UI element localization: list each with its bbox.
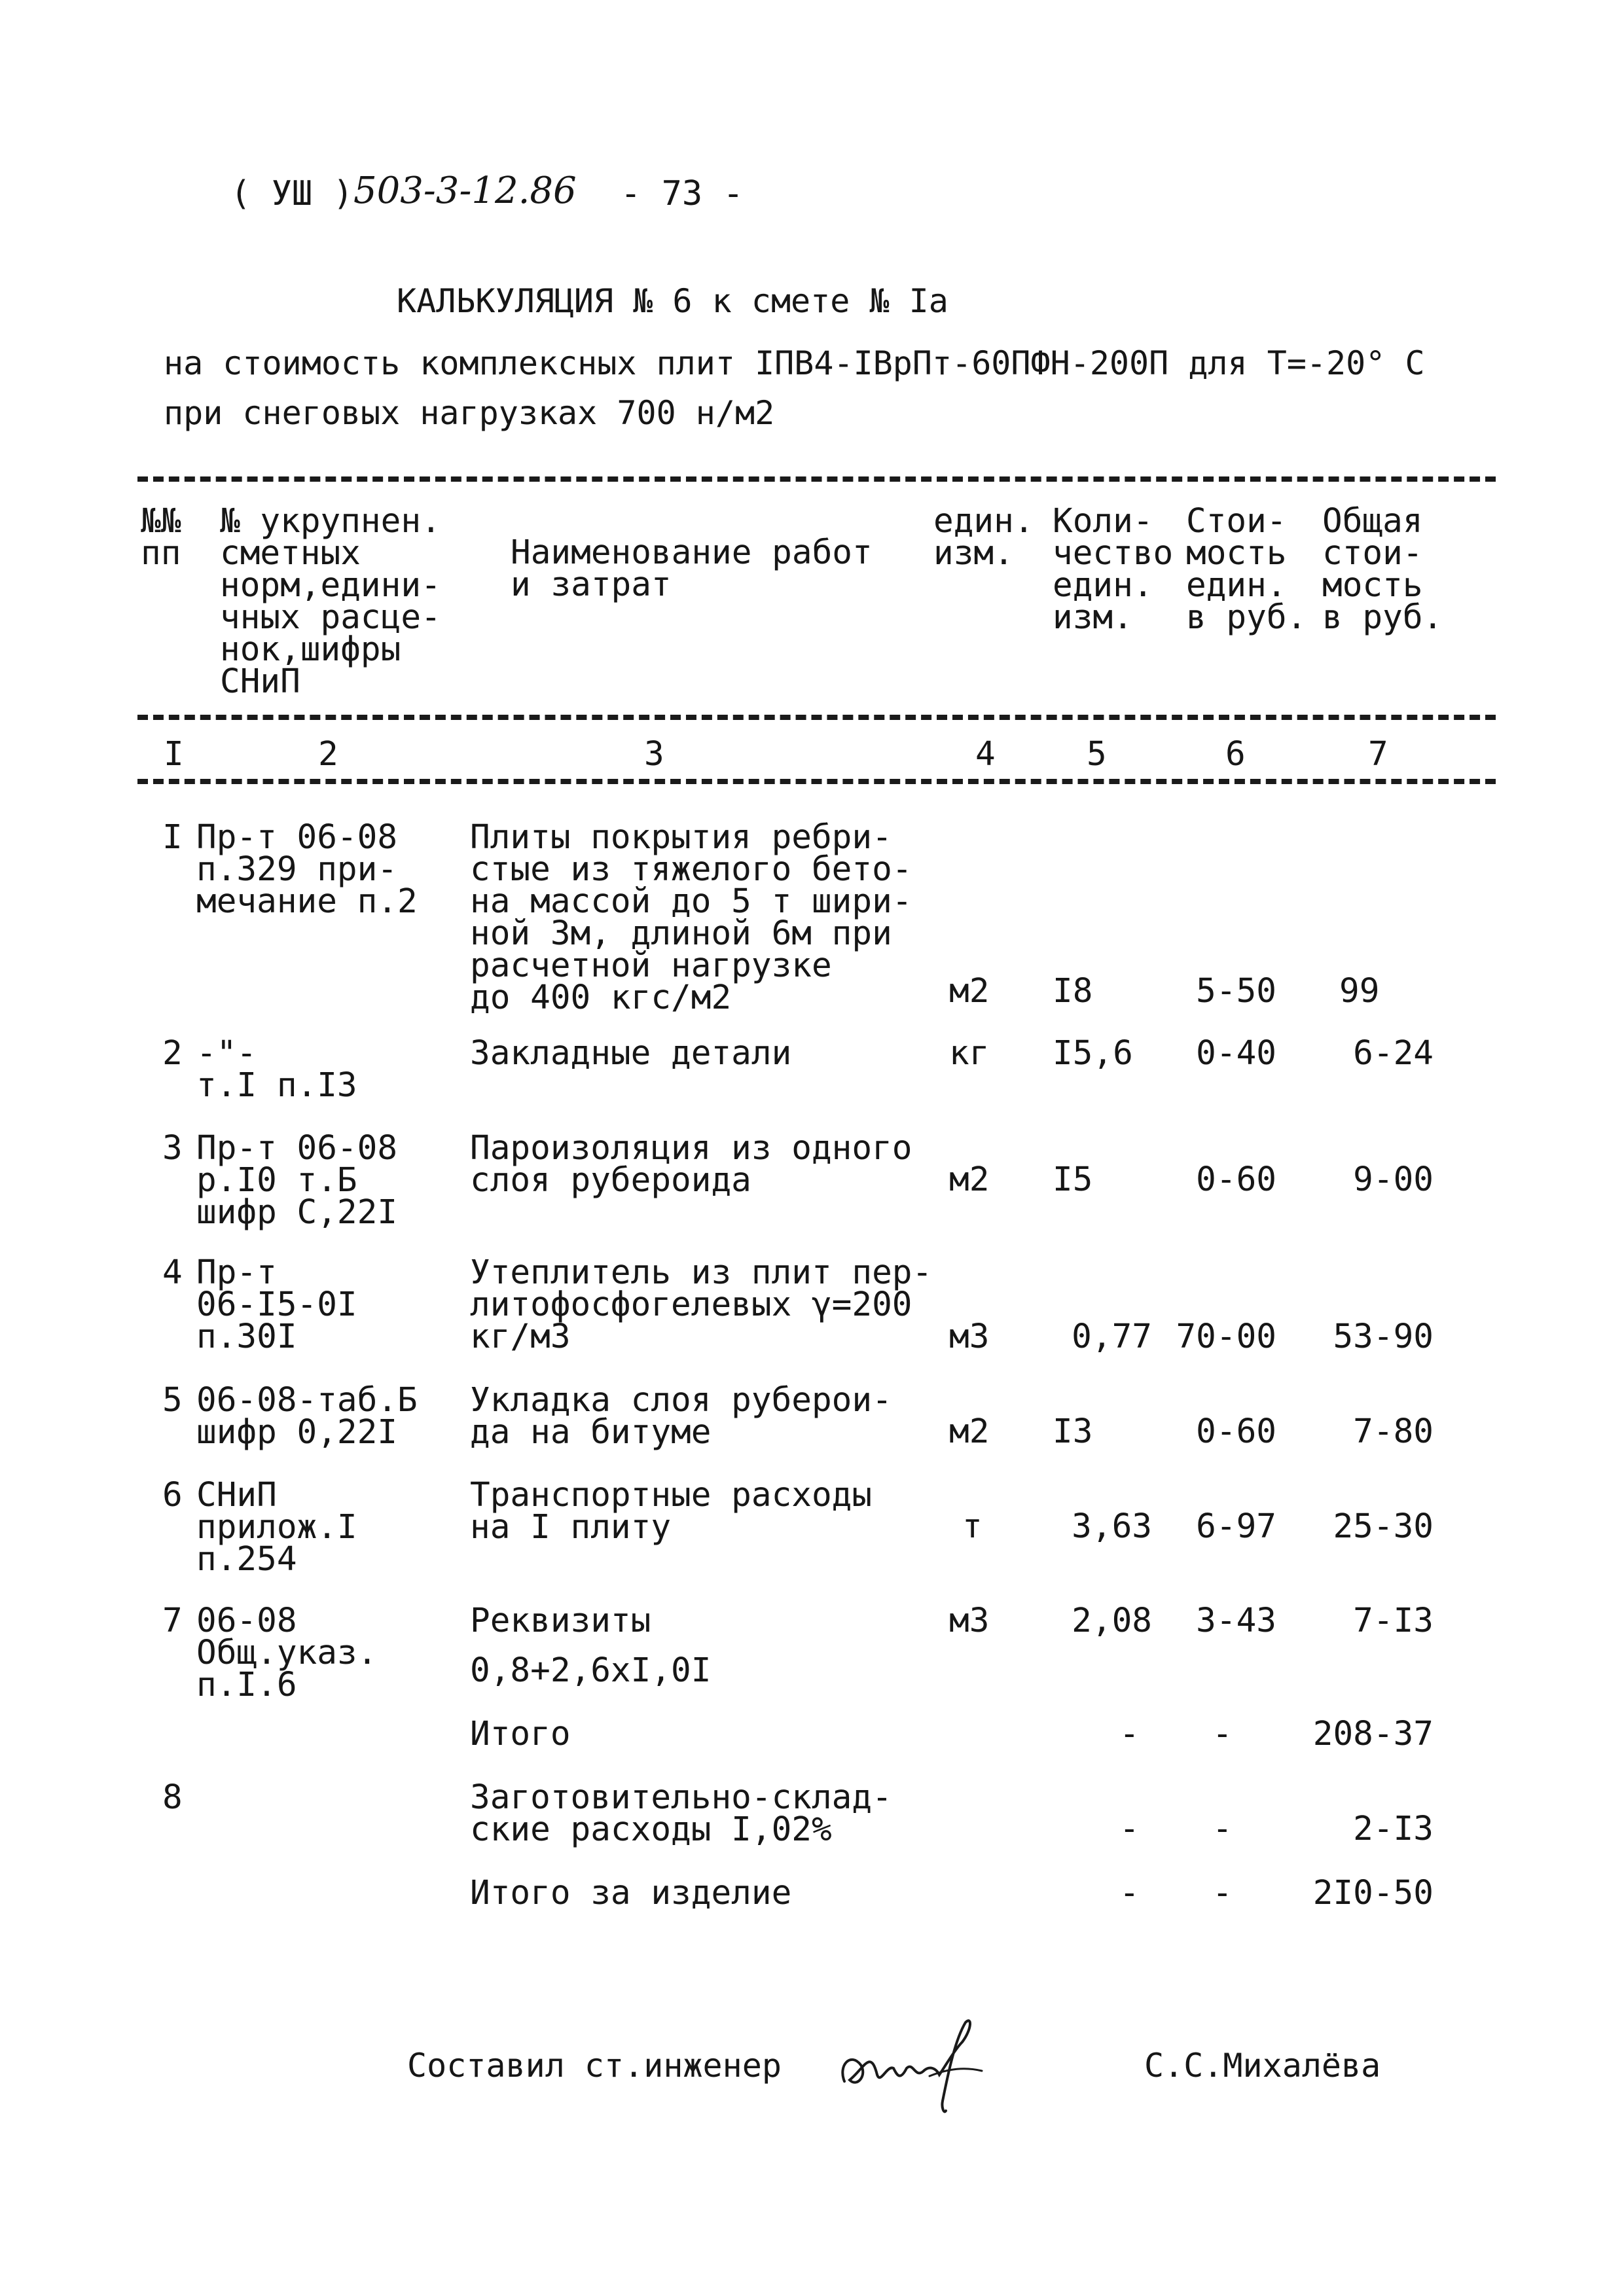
col-number: 7	[1368, 735, 1388, 774]
row-number: 2	[162, 1034, 183, 1073]
row-name: Транспортные расходы на I плиту	[470, 1476, 873, 1547]
row-price: 0-60	[1196, 1412, 1276, 1451]
calc-subject-line1: на стоимость комплексных плит IПВ4-IВрПт-60ПФН-200П для Т=-20° С	[164, 344, 1425, 382]
row-price: 0-60	[1196, 1160, 1276, 1199]
row-name: Закладные детали	[470, 1034, 792, 1073]
row-total: 7-80	[1353, 1412, 1434, 1451]
compiler-name: С.С.Михалёва	[1144, 2047, 1381, 2085]
row-code: 06-08-таб.Б шифр 0,22I	[196, 1381, 418, 1452]
row-unit: м3	[949, 1602, 990, 1640]
row-price: -	[1212, 1810, 1233, 1848]
subtotal-total: 208-37	[1312, 1715, 1434, 1753]
grand-total-qty: -	[1119, 1874, 1140, 1912]
calc-title: КАЛЬКУЛЯЦИЯ № 6 к смете № Iа	[397, 282, 948, 320]
row-price: 70-00	[1176, 1318, 1276, 1356]
row-total: 2-I3	[1353, 1810, 1434, 1848]
row-qty: -	[1119, 1810, 1140, 1848]
col-header-name: Наименование работ и затрат	[511, 533, 873, 604]
row-name: Утеплитель из плит пер- литофосфогелевых γ=200 кг/м3	[470, 1253, 933, 1356]
row-price: 3-43	[1196, 1602, 1276, 1640]
doc-code: 503-3-12.86	[353, 170, 577, 212]
subtotal-price: -	[1212, 1715, 1233, 1753]
grand-total-label: Итого за изделие	[470, 1874, 792, 1912]
rule-header-bottom	[137, 715, 1496, 720]
col-header-code: № укрупнен. сметных норм,едини- чных расце- нок,шифры СНиП	[220, 502, 441, 701]
row-code: Пр-т 06-I5-0I п.30I	[196, 1253, 357, 1356]
grand-total-price: -	[1212, 1874, 1233, 1912]
col-header-unit: един. изм.	[933, 502, 1034, 573]
row-qty: I5	[1053, 1160, 1093, 1199]
row-number: 5	[162, 1381, 183, 1420]
row-name: Пароизоляция из одного слоя рубероида	[470, 1129, 912, 1200]
row-qty: 3,63	[1072, 1507, 1152, 1546]
col-header-qty: Коли- чество един. изм.	[1053, 502, 1174, 637]
row-code: Пр-т 06-08 п.329 при- мечание п.2	[196, 818, 418, 921]
row-name: Реквизиты	[470, 1602, 651, 1640]
col-number: 2	[318, 735, 338, 774]
row-total: 53-90	[1333, 1318, 1434, 1356]
page-number: - 73 -	[621, 174, 744, 213]
rule-top	[137, 476, 1496, 482]
subtotal-label: Итого	[470, 1715, 571, 1753]
col-header-total: Общая стои- мость в руб.	[1322, 502, 1443, 637]
row-qty: I8	[1053, 972, 1093, 1011]
col-number: 3	[644, 735, 664, 774]
row-number: I	[162, 818, 183, 857]
row-total: 6-24	[1353, 1034, 1434, 1073]
row-price: 6-97	[1196, 1507, 1276, 1546]
row-qty: I3	[1053, 1412, 1093, 1451]
row-code: 06-08 Общ.указ. п.I.6	[196, 1602, 378, 1704]
row-code: -"- т.I п.I3	[196, 1034, 357, 1105]
col-number: 6	[1225, 735, 1246, 774]
row-formula: 0,8+2,6xI,0I	[470, 1651, 712, 1690]
row-name: Укладка слоя руберои- да на битуме	[470, 1381, 892, 1452]
col-number: 5	[1087, 735, 1107, 774]
col-number: 4	[975, 735, 996, 774]
row-qty: 0,77	[1072, 1318, 1152, 1356]
row-number: 6	[162, 1476, 183, 1515]
row-number: 8	[162, 1778, 183, 1817]
row-unit: кг	[949, 1034, 990, 1073]
row-name: Заготовительно-склад- ские расходы I,02%	[470, 1778, 892, 1849]
row-total: 9-00	[1353, 1160, 1434, 1199]
row-unit: м3	[949, 1318, 990, 1356]
row-total: 7-I3	[1353, 1602, 1434, 1640]
col-header-num: №№ пп	[141, 502, 181, 573]
row-number: 4	[162, 1253, 183, 1292]
row-unit: м2	[949, 1412, 990, 1451]
row-qty: 2,08	[1072, 1602, 1152, 1640]
row-unit: т	[962, 1507, 983, 1546]
row-qty: I5,6	[1053, 1034, 1133, 1073]
col-header-price: Стои- мость един. в руб.	[1186, 502, 1307, 637]
row-number: 7	[162, 1602, 183, 1640]
row-code: Пр-т 06-08 р.I0 т.Б шифр С,22I	[196, 1129, 398, 1232]
row-unit: м2	[949, 1160, 990, 1199]
col-number: I	[164, 735, 184, 774]
calc-subject-line2: при снеговых нагрузках 700 н/м2	[164, 394, 775, 432]
rule-colnums-bottom	[137, 779, 1496, 784]
row-unit: м2	[949, 972, 990, 1011]
row-code: СНиП прилож.I п.254	[196, 1476, 357, 1579]
subtotal-qty: -	[1119, 1715, 1140, 1753]
row-total: 25-30	[1333, 1507, 1434, 1546]
grand-total-value: 2I0-50	[1312, 1874, 1434, 1912]
header-prefix: ( УШ )	[230, 174, 353, 213]
signature	[831, 2003, 1015, 2121]
row-price: 5-50	[1196, 972, 1276, 1011]
row-name: Плиты покрытия ребри- стые из тяжелого бето- на массой до 5 т шири- ной 3м, длиной 6м при расчетной нагрузке до 400 кгс/м2	[470, 818, 912, 1017]
row-price: 0-40	[1196, 1034, 1276, 1073]
row-number: 3	[162, 1129, 183, 1168]
row-total: 99	[1339, 972, 1380, 1011]
compiled-by-label: Составил ст.инженер	[407, 2047, 782, 2085]
